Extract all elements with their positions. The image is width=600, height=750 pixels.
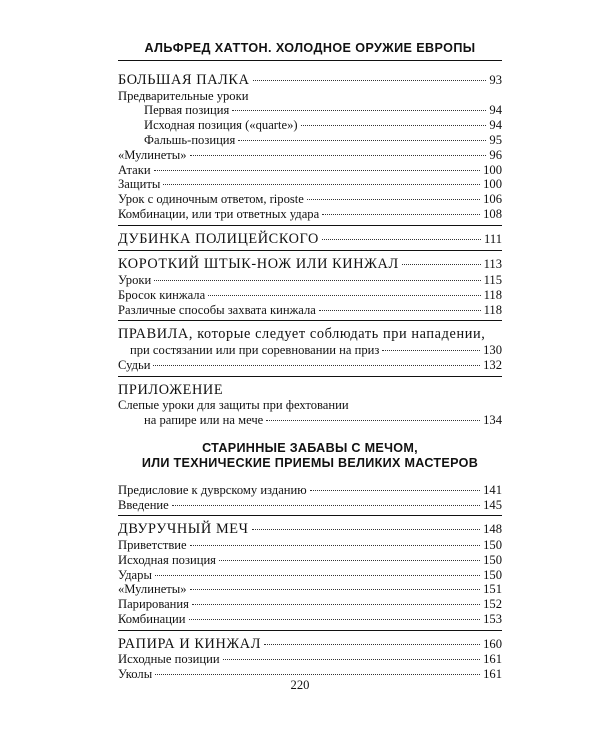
dot-leader bbox=[163, 184, 480, 185]
toc-section bbox=[118, 326, 502, 376]
toc-entry bbox=[118, 553, 502, 568]
section-subtitle bbox=[118, 441, 502, 472]
toc-entry bbox=[118, 538, 502, 553]
toc-page-number: 115 bbox=[483, 272, 502, 287]
toc-page-number: 152 bbox=[483, 597, 502, 612]
toc-page-number: 153 bbox=[483, 611, 502, 626]
toc-page-number: 130 bbox=[483, 342, 502, 357]
toc-page-number: 93 bbox=[489, 73, 502, 87]
toc-page-number: 118 bbox=[483, 302, 502, 317]
toc-section bbox=[118, 72, 502, 226]
toc-page-number: 132 bbox=[483, 357, 502, 372]
dot-leader bbox=[154, 170, 481, 171]
dot-leader bbox=[208, 295, 480, 296]
toc-page-number: 145 bbox=[483, 497, 502, 512]
toc-entry-title: Комбинации bbox=[118, 611, 186, 626]
toc-entry-title: Предисловие к дуврскому изданию bbox=[118, 482, 307, 497]
toc-section bbox=[118, 382, 502, 431]
dot-leader bbox=[154, 280, 480, 281]
toc-page-number: 94 bbox=[489, 118, 502, 133]
toc-entry-title: на рапире или на мече bbox=[144, 412, 264, 427]
toc-entry-title: Парирования bbox=[118, 597, 189, 612]
toc-entry-title: Приветствие bbox=[118, 537, 187, 552]
dot-leader bbox=[190, 545, 480, 546]
toc-entry bbox=[118, 582, 502, 597]
toc-entry-title: Бросок кинжала bbox=[118, 287, 206, 302]
toc-heading: ПРАВИЛА, которые следует соблюдать при нападении, bbox=[118, 326, 486, 343]
toc-entry bbox=[118, 288, 502, 303]
dot-leader bbox=[264, 644, 480, 645]
dot-leader bbox=[232, 110, 486, 111]
toc-heading bbox=[118, 636, 502, 653]
toc-section bbox=[118, 231, 502, 252]
toc-entry-title: Фальшь-позиция bbox=[144, 132, 236, 147]
dot-leader bbox=[310, 490, 480, 491]
toc-entry-label: Слепые уроки для защиты при фехтовании bbox=[118, 398, 349, 413]
dot-leader bbox=[322, 239, 481, 240]
toc-entry bbox=[118, 303, 502, 318]
dot-leader bbox=[382, 350, 480, 351]
toc-entry bbox=[118, 273, 502, 288]
toc-entry-title: Комбинации, или три ответных удара bbox=[118, 206, 320, 221]
dot-leader bbox=[192, 604, 480, 605]
dot-leader bbox=[266, 420, 480, 421]
toc-page-number: 134 bbox=[483, 412, 502, 427]
toc-page-number: 150 bbox=[483, 537, 502, 552]
toc-entry bbox=[118, 612, 502, 627]
toc-entry-title: Удары bbox=[118, 567, 152, 582]
toc-part-a bbox=[118, 72, 502, 431]
toc-entry-title: при состязании или при соревновании на приз bbox=[130, 342, 380, 357]
toc-page-number: 94 bbox=[489, 103, 502, 118]
toc-part-b bbox=[118, 483, 502, 685]
toc-page-number: 108 bbox=[483, 206, 502, 221]
toc-entry-title: РАПИРА И КИНЖАЛ bbox=[118, 635, 262, 652]
toc-heading bbox=[118, 256, 502, 273]
dot-leader bbox=[190, 155, 487, 156]
toc-entry bbox=[118, 177, 502, 192]
dot-leader bbox=[238, 140, 486, 141]
toc-entry bbox=[118, 652, 502, 667]
dot-leader bbox=[190, 589, 481, 590]
toc-page-number: 150 bbox=[483, 567, 502, 582]
toc-entry-title: ДУБИНКА ПОЛИЦЕЙСКОГО bbox=[118, 230, 319, 247]
toc-entry bbox=[118, 192, 502, 207]
toc-section bbox=[118, 483, 502, 517]
toc-page-number: 160 bbox=[483, 636, 502, 651]
toc-entry-title: БОЛЬШАЯ ПАЛКА bbox=[118, 72, 250, 88]
toc-entry-title: Введение bbox=[118, 497, 169, 512]
toc-entry-title: «Мулинеты» bbox=[118, 147, 187, 162]
toc-entry bbox=[118, 148, 502, 163]
dot-leader bbox=[223, 659, 481, 660]
toc-entry-title: Различные способы захвата кинжала bbox=[118, 302, 316, 317]
toc-page-number: 118 bbox=[483, 287, 502, 302]
toc-page-number: 150 bbox=[483, 552, 502, 567]
toc-entry-title: Атаки bbox=[118, 162, 151, 177]
toc-entry bbox=[118, 118, 502, 133]
dot-leader bbox=[301, 125, 487, 126]
toc-page-number: 100 bbox=[483, 177, 502, 192]
toc-entry-title: Уколы bbox=[118, 667, 153, 682]
toc-entry-title: Урок с одиночным ответом, riposte bbox=[118, 192, 304, 207]
toc-entry-title: Исходная позиция («quarte») bbox=[144, 118, 298, 133]
toc-entry bbox=[118, 163, 502, 178]
dot-leader bbox=[252, 529, 481, 530]
page-number: 220 bbox=[290, 678, 310, 692]
toc-page-number: 161 bbox=[483, 667, 502, 682]
toc-page-number: 96 bbox=[489, 147, 502, 162]
toc-entry bbox=[118, 358, 502, 373]
toc-page-number: 111 bbox=[484, 231, 502, 246]
toc-entry-title: Исходная позиция bbox=[118, 552, 216, 567]
toc-heading bbox=[118, 72, 502, 89]
toc-heading bbox=[118, 231, 502, 248]
toc-page-number: 151 bbox=[483, 582, 502, 597]
dot-leader bbox=[307, 199, 480, 200]
dot-leader bbox=[219, 560, 480, 561]
toc-entry-title: Уроки bbox=[118, 272, 152, 287]
dot-leader bbox=[153, 365, 480, 366]
dot-leader bbox=[155, 674, 480, 675]
subtitle-line-2: ИЛИ ТЕХНИЧЕСКИЕ ПРИЕМЫ ВЕЛИКИХ МАСТЕРОВ bbox=[141, 456, 479, 471]
toc-entry-label: Предварительные уроки bbox=[118, 88, 249, 103]
toc-entry bbox=[118, 413, 502, 428]
toc-page-number: 95 bbox=[489, 132, 502, 147]
subtitle-line-1: СТАРИННЫЕ ЗАБАВЫ С МЕЧОМ, bbox=[202, 440, 418, 455]
toc-page-number: 106 bbox=[483, 192, 502, 207]
toc-heading bbox=[118, 521, 502, 538]
dot-leader bbox=[253, 80, 487, 81]
toc-entry-title: Защиты bbox=[118, 177, 161, 192]
toc-page-number: 148 bbox=[483, 522, 502, 537]
toc-entry bbox=[118, 103, 502, 118]
toc-entry-title: Исходные позиции bbox=[118, 652, 220, 667]
header-rule bbox=[118, 60, 502, 61]
toc-entry-title: Первая позиция bbox=[144, 103, 230, 118]
toc-page-number: 161 bbox=[483, 652, 502, 667]
toc-entry bbox=[118, 498, 502, 513]
toc-page-number: 100 bbox=[483, 162, 502, 177]
toc-entry-title: КОРОТКИЙ ШТЫК-НОЖ ИЛИ КИНЖАЛ bbox=[118, 256, 399, 273]
dot-leader bbox=[319, 310, 481, 311]
toc-entry-title: ДВУРУЧНЫЙ МЕЧ bbox=[118, 521, 249, 538]
toc-entry bbox=[118, 568, 502, 583]
toc-page-number: 141 bbox=[483, 482, 502, 497]
toc-entry bbox=[118, 207, 502, 222]
toc-section bbox=[118, 521, 502, 630]
toc-heading: ПРИЛОЖЕНИЕ bbox=[118, 381, 224, 398]
table-of-contents bbox=[118, 72, 502, 690]
running-head: АЛЬФРЕД ХАТТОН. ХОЛОДНОЕ ОРУЖИЕ ЕВРОПЫ bbox=[144, 41, 476, 55]
toc-entry bbox=[118, 597, 502, 612]
toc-entry-title: Судьи bbox=[118, 357, 151, 372]
dot-leader bbox=[322, 214, 480, 215]
toc-entry bbox=[118, 133, 502, 148]
dot-leader bbox=[155, 575, 480, 576]
toc-entry-title: «Мулинеты» bbox=[118, 582, 187, 597]
toc-page-number: 113 bbox=[483, 257, 502, 272]
dot-leader bbox=[402, 264, 481, 265]
toc-entry bbox=[118, 483, 502, 498]
dot-leader bbox=[189, 619, 481, 620]
toc-section bbox=[118, 256, 502, 321]
dot-leader bbox=[172, 505, 480, 506]
toc-entry bbox=[118, 343, 502, 358]
